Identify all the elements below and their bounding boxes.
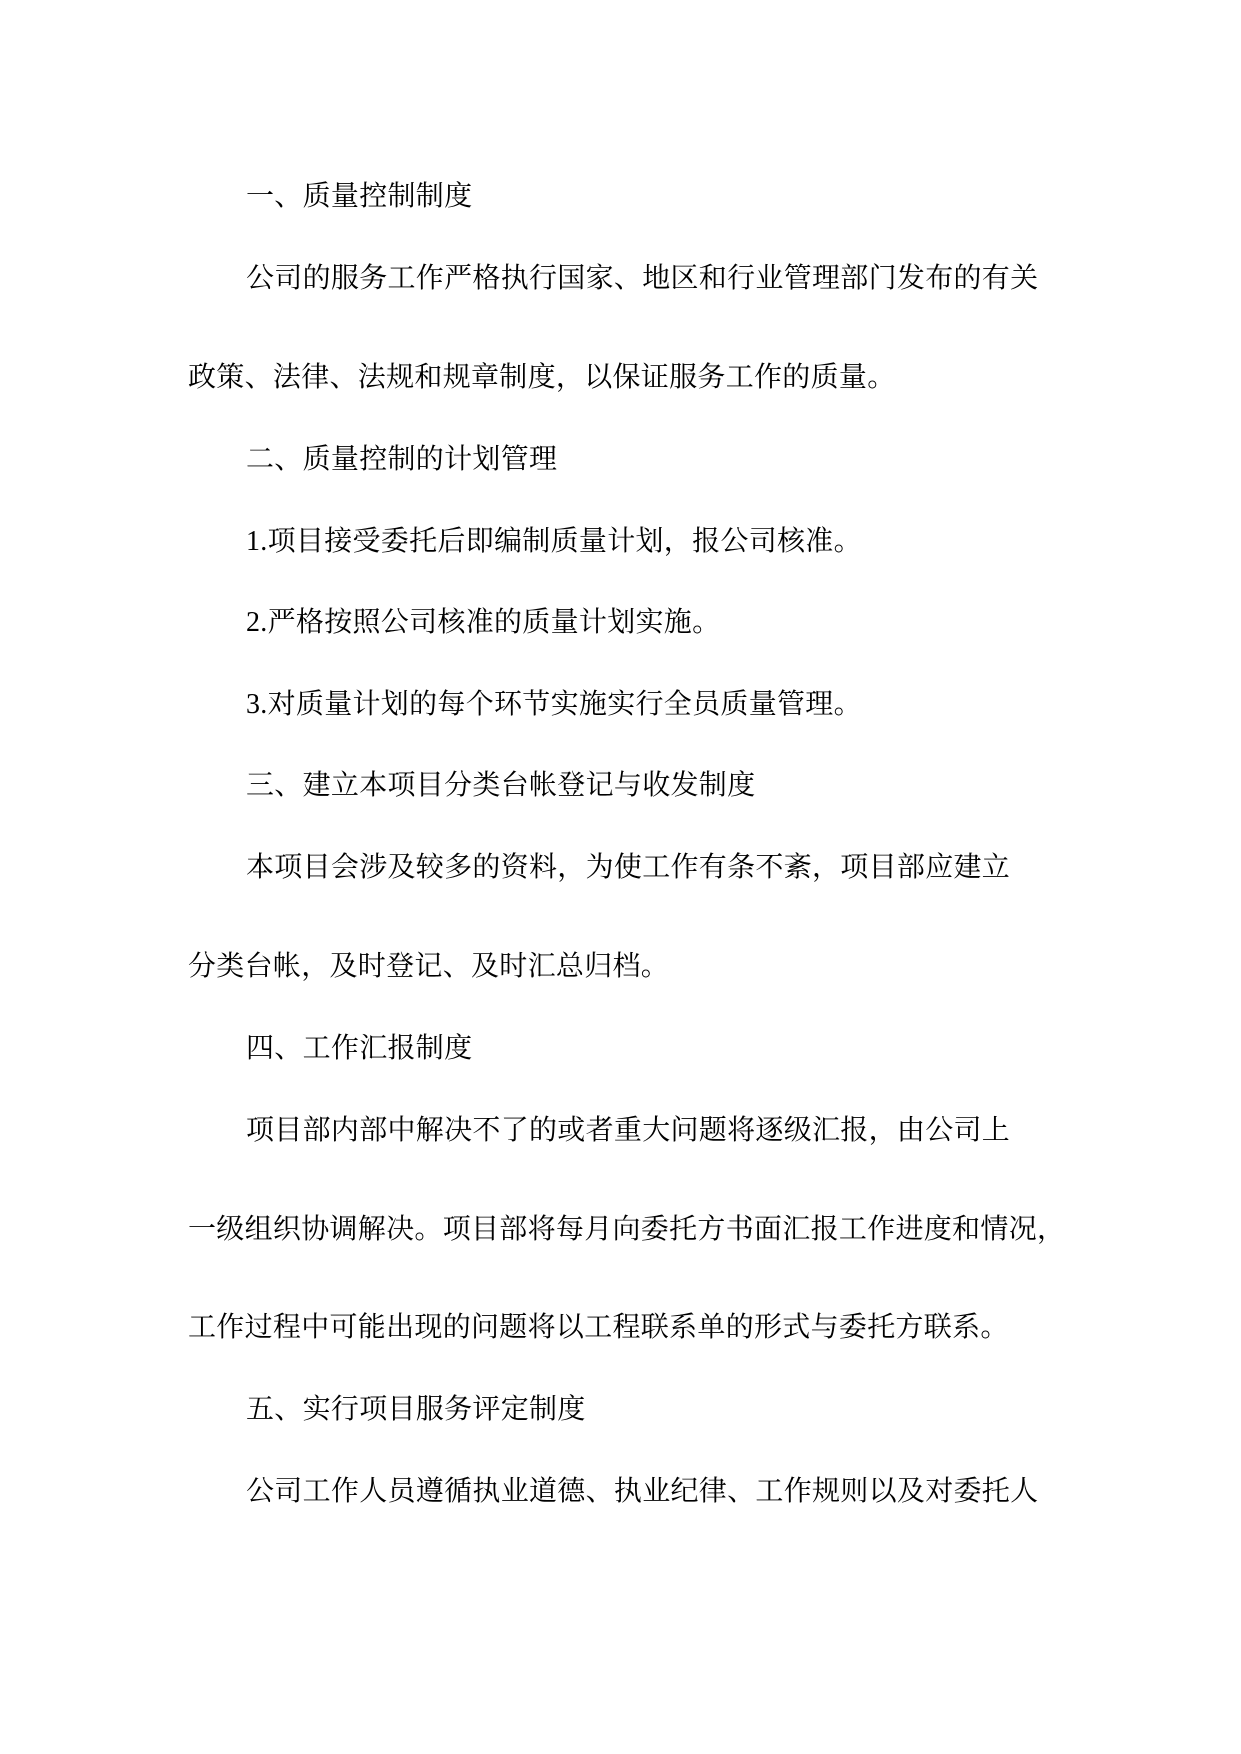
list-item — [246, 602, 1156, 643]
section-heading-evaluation: 五、实行项目服务评定制度 — [246, 1392, 586, 1425]
list-item-number: 2. — [246, 607, 268, 638]
list-item-text: 严格按照公司核准的质量计划实施。 — [267, 605, 721, 638]
paragraph-line: 公司工作人员遵循执业道德、执业纪律、工作规则以及对委托人 — [246, 1474, 1039, 1507]
section-heading-reporting: 四、工作汇报制度 — [246, 1031, 473, 1064]
list-item — [246, 684, 1156, 725]
list-item-text: 项目接受委托后即编制质量计划，报公司核准。 — [267, 524, 862, 557]
paragraph-line: 政策、法律、法规和规章制度，以保证服务工作的质量。 — [188, 360, 896, 393]
list-item — [246, 521, 1156, 562]
list-item-text: 对质量计划的每个环节实施实行全员质量管理。 — [267, 687, 862, 720]
section-heading-ledger: 三、建立本项目分类台帐登记与收发制度 — [246, 768, 756, 801]
list-item-number: 1. — [246, 526, 268, 557]
paragraph-line: 公司的服务工作严格执行国家、地区和行业管理部门发布的有关 — [246, 261, 1039, 294]
list-item-number: 3. — [246, 689, 268, 720]
section-heading-quality-control: 一、质量控制制度 — [246, 179, 473, 212]
paragraph-line: 工作过程中可能出现的问题将以工程联系单的形式与委托方联系。 — [188, 1310, 1009, 1343]
paragraph-line: 分类台帐，及时登记、及时汇总归档。 — [188, 949, 670, 982]
paragraph-line: 一级组织协调解决。项目部将每月向委托方书面汇报工作进度和情况， — [188, 1212, 1066, 1245]
section-heading-plan-management: 二、质量控制的计划管理 — [246, 442, 558, 475]
paragraph-line: 项目部内部中解决不了的或者重大问题将逐级汇报，由公司上 — [246, 1113, 1011, 1146]
paragraph-line: 本项目会涉及较多的资料，为使工作有条不紊，项目部应建立 — [246, 850, 1011, 883]
